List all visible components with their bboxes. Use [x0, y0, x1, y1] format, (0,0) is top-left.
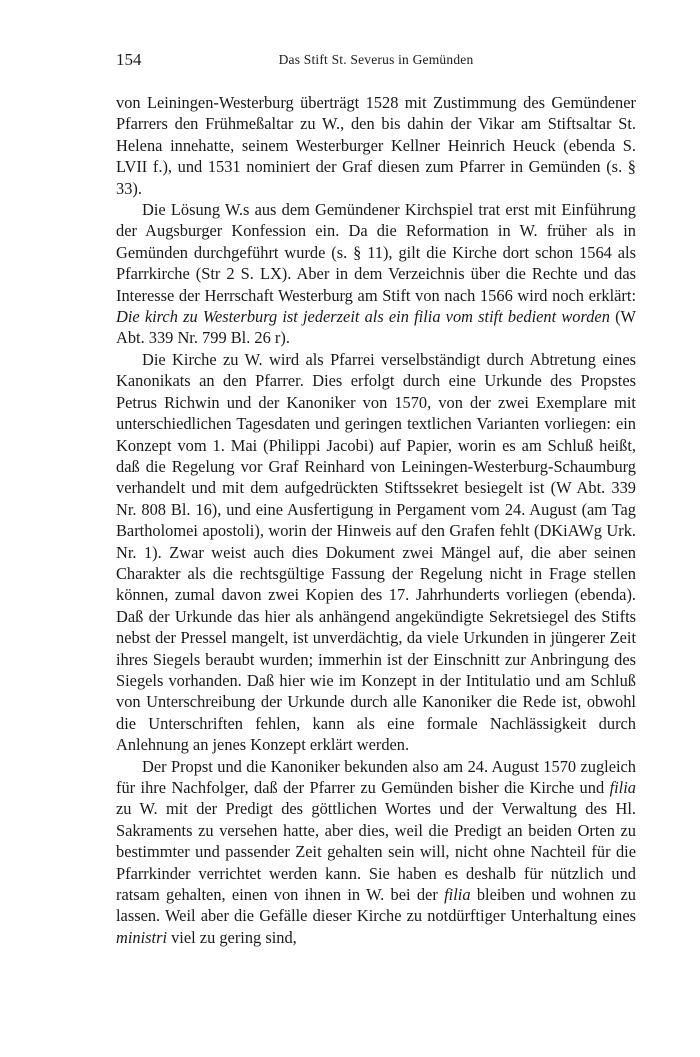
- italic-quote: ministri: [116, 927, 168, 947]
- body-text: [116, 92, 636, 948]
- paragraph: [116, 349, 636, 756]
- paragraph: [116, 92, 636, 199]
- paragraph: [116, 756, 636, 949]
- italic-quote: filia: [609, 778, 636, 797]
- text-run: Der Propst und die Kanoniker bekunden also am 24. August 1570 zugleich für ihre Nachfolger, daß der Pfarrer zu Gemünden bisher die Kirche und: [116, 756, 636, 797]
- paragraph: [116, 199, 636, 349]
- italic-quote: Die kirch zu Westerburg ist jederzeit als ein filia vom stift bedient worden: [116, 307, 610, 327]
- page-header: [116, 50, 636, 74]
- text-run: Die Lösung W.s aus dem Gemündener Kirchspiel trat erst mit Einführung der Augsburger Konfession ein. Da die Reformation in W. früher als in Gemünden durchgeführt wurde (s. § 11), gilt die Kirche dort schon 1564 als Pfarrkirche (Str 2 S. LX). Aber in dem Verzeichnis über die Rechte und das Interesse der Herrschaft Westerburg am Stift von nach 1566 wird noch erklärt:: [116, 200, 636, 305]
- text-run: (W Abt. 339 Nr. 799 Bl. 26 r).: [116, 307, 637, 348]
- page-number: 154: [116, 50, 142, 69]
- text-run: zu W. mit der Predigt des göttlichen Wortes und der Verwaltung des Hl. Sakraments zu versehen hatte, aber dies, weil die Predigt an beiden Orten zu bestimmter und passender Zeit gehalten sein will, nicht ohne Nachteil für die Pfarrkinder verrichtet werden kann. Sie haben es deshalb für nützlich und ratsam gehalten, einen von ihnen in W. bei der: [116, 799, 636, 905]
- text-run: viel zu gering sind,: [167, 927, 297, 947]
- running-title: Das Stift St. Severus in Gemünden: [278, 52, 474, 67]
- italic-quote: filia: [444, 885, 471, 905]
- text-run: bleiben und wohnen zu lassen. Weil aber die Gefälle dieser Kirche zu notdürftiger Unterhaltung eines: [116, 885, 636, 926]
- text-run: Die Kirche zu W. wird als Pfarrei verselbständigt durch Abtretung eines Kanonikats an den Pfarrer. Dies erfolgt durch eine Urkunde des Propstes Petrus Richwin und der Kanoniker von 1570, von der zwei Exemplare mit unterschiedlichen Tagesdaten und geringen textlichen Varianten vorliegen: ein Konzept vom 1. Mai (Philippi Jacobi) auf Papier, worin es am Schluß heißt, daß die Regelung vor Graf Reinhard von Leiningen-Westerburg-Schaumburg verhandelt und mit dem aufgedrückten Stiftssekret besiegelt ist (W Abt. 339 Nr. 808 Bl. 16), und eine Ausfertigung in Pergament vom 24. August (am Tag Bartholomei apostoli), worin der Hinweis auf den Grafen fehlt (DKiAWg Urk. Nr. 1). Zwar weist auch dies Dokument zwei Mängel auf, die aber seinen Charakter als die rechtsgültige Fassung der Regelung nicht in Frage stellen können, zumal davon zwei Kopien des 17. Jahrhunderts vorliegen (ebenda). Daß der Urkunde das hier als anhängend angekündigte Sekretsiegel des Stifts nebst der Pressel mangelt, ist unverdächtig, da viele Urkunden in jüngerer Zeit ihres Siegels beraubt wurden; immerhin ist der Einschnitt zur Anbringung des Siegels vorhanden. Daß hier wie im Konzept in der Intitulatio und am Schluß von Unterschreibung der Urkunde durch alle Kanoniker die Rede ist, obwohl die Unterschriften fehlen, kann als eine formale Nachlässigkeit durch Anlehnung an jenes Konzept erklärt werden.: [116, 349, 636, 755]
- text-run: von Leiningen-Westerburg überträgt 1528 mit Zustimmung des Gemündener Pfarrers den Frühmeßaltar zu W., den bis dahin der Vikar am Stiftsaltar St. Helena innehatte, seinem Westerburger Kellner Heinrich Heuck (ebenda S. LVII f.), und 1531 nominiert der Graf diesen zum Pfarrer in Gemünden (s. § 33).: [116, 93, 636, 198]
